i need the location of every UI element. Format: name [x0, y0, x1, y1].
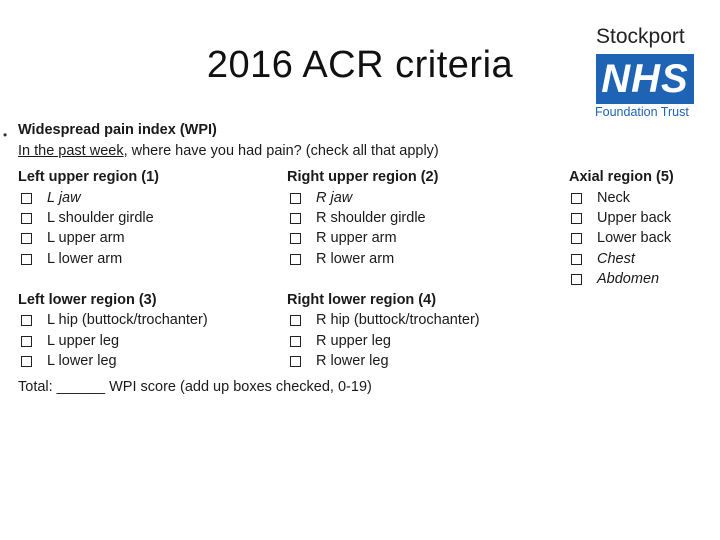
checkbox-item[interactable]	[290, 251, 394, 267]
checkbox-label: R lower arm	[316, 251, 395, 267]
checkbox[interactable]	[290, 254, 301, 265]
form-question	[18, 143, 439, 159]
checkbox[interactable]	[290, 315, 301, 326]
checkbox[interactable]	[290, 193, 301, 204]
region-right-upper-title: Right upper region (2)	[287, 169, 439, 185]
checkbox[interactable]	[571, 233, 582, 244]
checkbox-label: Lower back	[597, 230, 672, 246]
checkbox-label: R upper arm	[316, 230, 397, 246]
checkbox-item[interactable]	[21, 230, 125, 246]
checkbox-item[interactable]	[21, 353, 117, 369]
question-prefix: In the past week	[18, 143, 124, 159]
checkbox[interactable]	[290, 233, 301, 244]
logo-mark: NHS	[596, 54, 694, 104]
checkbox[interactable]	[290, 336, 301, 347]
checkbox-item[interactable]	[21, 190, 81, 206]
checkbox[interactable]	[290, 356, 301, 367]
checkbox-item[interactable]	[290, 190, 352, 206]
checkbox-label: Neck	[597, 190, 631, 206]
checkbox-label: L lower arm	[47, 251, 123, 267]
checkbox-item[interactable]	[21, 251, 122, 267]
checkbox[interactable]	[21, 315, 32, 326]
checkbox[interactable]	[21, 233, 32, 244]
checkbox[interactable]	[21, 193, 32, 204]
checkbox[interactable]	[290, 213, 301, 224]
region-left-upper-title: Left upper region (1)	[18, 169, 159, 185]
checkbox-item[interactable]	[290, 312, 480, 328]
region-axial-title: Axial region (5)	[569, 169, 674, 185]
checkbox-label: L upper leg	[47, 333, 120, 349]
checkbox-item[interactable]	[571, 230, 671, 246]
checkbox[interactable]	[571, 213, 582, 224]
nhs-logo	[582, 22, 712, 140]
checkbox-label: L upper arm	[47, 230, 125, 246]
checkbox-label: Chest	[597, 251, 635, 267]
checkbox-label: Upper back	[597, 210, 672, 226]
checkbox-label: Abdomen	[597, 271, 660, 287]
logo-subtitle: Foundation Trust	[595, 105, 689, 119]
bullet-marker: •	[3, 128, 8, 142]
form-heading: Widespread pain index (WPI)	[18, 122, 217, 138]
checkbox-item[interactable]	[21, 333, 119, 349]
checkbox-label: R upper leg	[316, 333, 391, 349]
slide-title: 2016 ACR criteria	[206, 44, 514, 86]
checkbox[interactable]	[571, 193, 582, 204]
checkbox-item[interactable]	[571, 251, 635, 267]
checkbox-item[interactable]	[290, 230, 397, 246]
checkbox-label: R hip (buttock/trochanter)	[316, 312, 480, 328]
checkbox-label: L lower leg	[47, 353, 117, 369]
checkbox[interactable]	[571, 274, 582, 285]
checkbox-item[interactable]	[21, 312, 208, 328]
checkbox-item[interactable]	[290, 333, 391, 349]
checkbox-item[interactable]	[290, 353, 389, 369]
region-right-lower-title: Right lower region (4)	[287, 292, 437, 308]
checkbox[interactable]	[21, 336, 32, 347]
checkbox-item[interactable]	[571, 210, 671, 226]
logo-place-name: Stockport	[596, 25, 685, 48]
checkbox[interactable]	[21, 213, 32, 224]
region-left-lower-title: Left lower region (3)	[18, 292, 157, 308]
checkbox-item[interactable]	[571, 271, 659, 287]
checkbox-item[interactable]	[571, 190, 630, 206]
checkbox-item[interactable]	[21, 210, 154, 226]
checkbox-label: L hip (buttock/trochanter)	[47, 312, 208, 328]
checkbox[interactable]	[21, 356, 32, 367]
total-line: Total: ______ WPI score (add up boxes checked, 0-19)	[18, 379, 372, 395]
checkbox-item[interactable]	[290, 210, 426, 226]
checkbox-label: R lower leg	[316, 353, 389, 369]
checkbox-label: L shoulder girdle	[47, 210, 154, 226]
checkbox[interactable]	[21, 254, 32, 265]
checkbox[interactable]	[571, 254, 582, 265]
checkbox-label: R shoulder girdle	[316, 210, 426, 226]
checkbox-label: R jaw	[316, 190, 353, 206]
question-rest: , where have you had pain? (check all that apply)	[123, 143, 439, 159]
checkbox-label: L jaw	[47, 190, 81, 206]
